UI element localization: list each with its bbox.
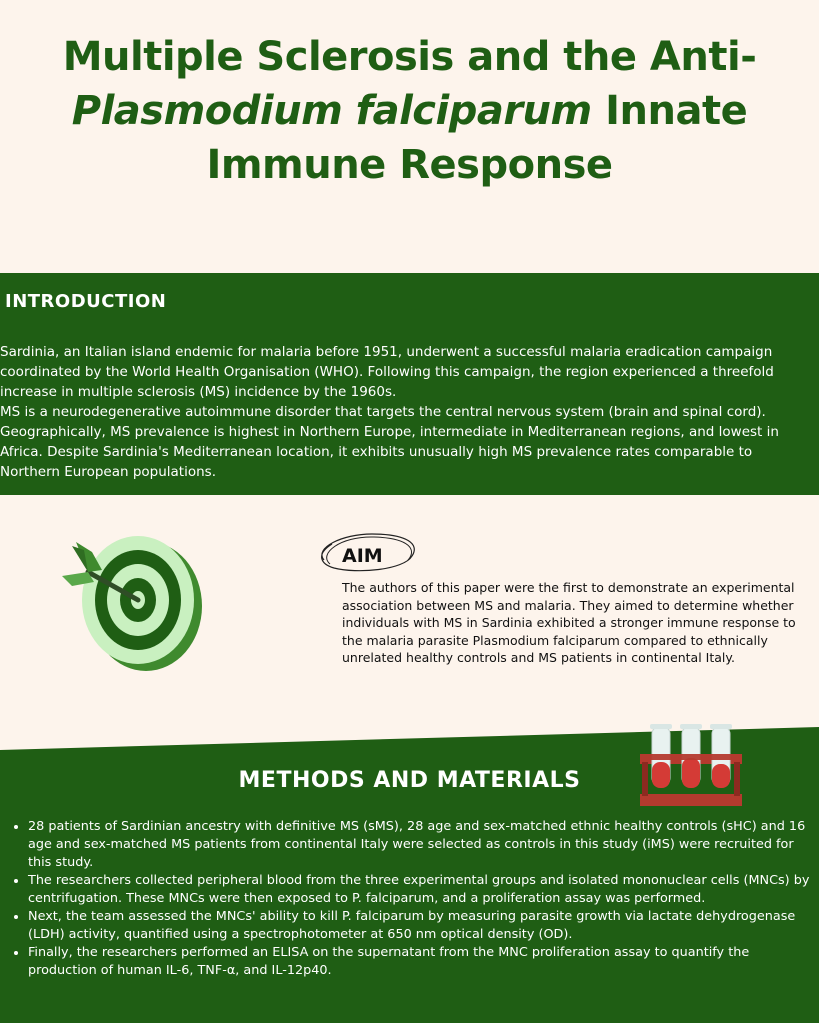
introduction-text: Sardinia, an Italian island endemic for malaria before 1951, underwent a successful malaria eradication campaign coordinated by the World Health Organisation (WHO). Following this campaign, the region experienced a threefold increase in multiple sclerosis (MS) incidence by the 1960s. MS is a neurodegenerative autoimmune disorder that targets the central nervous system (brain and spinal cord). Geographically, MS prevalence is highest in Northern Europe, intermediate in Mediterranean regions, and lowest in Africa. Despite Sardinia's Mediterranean location, it exhibits unusually high MS prevalence rates comparable to Northern European populations. <box>0 344 779 480</box>
aim-heading: AIM <box>342 545 383 567</box>
introduction-heading: INTRODUCTION <box>5 291 167 312</box>
list-item: • Finally, the researchers performed an ELISA on the supernatant from the MNC proliferation assay to quantify the production of human IL-6, TNF-α, and IL-12p40. <box>28 944 818 980</box>
title-line-3: Immune Response <box>206 142 613 188</box>
aim-text: The authors of this paper were the first to demonstrate an experimental association between MS and malaria. They aimed to determine whether individuals with MS in Sardinia exhibited a stronger immune response to the malaria parasite Plasmodium falciparum compared to ethnically unrelated healthy controls and MS patients in continental Italy. <box>342 580 796 665</box>
list-item: • 28 patients of Sardinian ancestry with definitive MS (sMS), 28 age and sex-matched ethnic healthy controls (sHC) and 16 age and sex-matched MS patients from continental Italy were selected as controls in this study (iMS) were recruited for this study. <box>28 818 818 872</box>
title-line-2: Innate <box>591 88 748 134</box>
title-line-1: Multiple Sclerosis and the Anti- <box>62 34 757 80</box>
title-italic: Plasmodium falciparum <box>71 88 592 134</box>
list-item: • Next, the team assessed the MNCs' ability to kill P. falciparum by measuring parasite growth via lactate dehydrogenase (LDH) activity, quantified using a spectrophotometer at 650 nm optical density (OD). <box>28 908 818 944</box>
methods-list <box>10 818 818 980</box>
test-tubes-icon <box>636 722 746 808</box>
methods-heading: METHODS AND MATERIALS <box>238 768 581 793</box>
list-item: • The researchers collected peripheral blood from the three experimental groups and isolated mononuclear cells (MNCs) by centrifugation. These MNCs were then exposed to P. falciparum, and a proliferation assay was performed. <box>28 872 818 908</box>
